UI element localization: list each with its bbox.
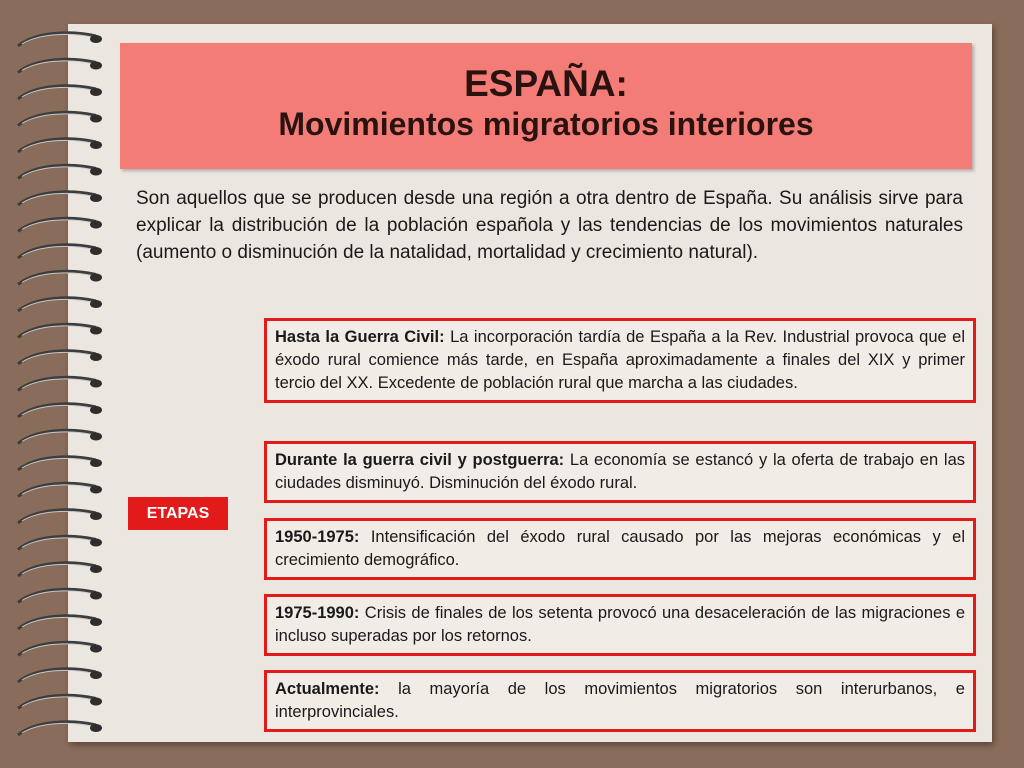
- spiral-ring: [18, 139, 102, 152]
- spiral-ring: [18, 377, 102, 390]
- spiral-ring: [18, 483, 102, 496]
- stage-box-1: [264, 318, 976, 403]
- stage-text: Crisis de finales de los setenta provocó una desaceleración de las migraciones e incluso superadas por los retornos.: [275, 604, 965, 645]
- spiral-ring: [18, 112, 102, 125]
- spiral-ring: [18, 33, 102, 46]
- spiral-binding: [0, 0, 120, 768]
- stage-box-5: [264, 670, 976, 732]
- spiral-ring: [18, 589, 102, 602]
- spiral-ring: [18, 642, 102, 655]
- stage-text: Intensificación del éxodo rural causado por las mejoras económicas y el crecimiento demográfico.: [275, 528, 965, 569]
- stage-heading: Durante la guerra civil y postguerra:: [275, 451, 565, 469]
- title-sub: Movimientos migratorios interiores: [278, 106, 814, 142]
- stage-text: la mayoría de los movimientos migratorios son interurbanos, e interprovinciales.: [275, 680, 965, 721]
- spiral-ring: [18, 271, 102, 284]
- spiral-ring: [18, 536, 102, 549]
- stage-box-4: [264, 594, 976, 656]
- spiral-ring: [18, 351, 102, 364]
- stage-text: La incorporación tardía de España a la Rev. Industrial provoca que el éxodo rural comience más tarde, en España aproximadamente a finales del XIX y primer tercio del XX. Excedente de población rural que marcha a las ciudades.: [275, 328, 966, 392]
- stage-text: La economía se estancó y la oferta de trabajo en las ciudades disminuyó. Disminución del éxodo rural.: [275, 451, 965, 492]
- etapas-label: ETAPAS: [128, 497, 228, 530]
- spiral-ring: [18, 165, 102, 178]
- spiral-ring: [18, 192, 102, 205]
- spiral-ring: [18, 298, 102, 311]
- spiral-ring: [18, 457, 102, 470]
- stage-box-3: [264, 518, 976, 580]
- spiral-ring: [18, 722, 102, 735]
- spiral-ring: [18, 669, 102, 682]
- stage-heading: 1975-1990:: [275, 604, 360, 622]
- intro-paragraph: Son aquellos que se producen desde una región a otra dentro de España. Su análisis sirve para explicar la distribución de la población española y las tendencias de los movimientos naturales (aumento o disminución de la natalidad, mortalidad y crecimiento natural).: [136, 188, 963, 263]
- spiral-ring: [18, 510, 102, 523]
- spiral-ring: [18, 218, 102, 231]
- spiral-ring: [18, 563, 102, 576]
- spiral-ring: [18, 245, 102, 258]
- spiral-ring: [18, 616, 102, 629]
- spiral-ring: [18, 430, 102, 443]
- spiral-ring: [18, 695, 102, 708]
- stage-box-2: [264, 441, 976, 503]
- spiral-ring: [18, 404, 102, 417]
- stage-heading: Hasta la Guerra Civil:: [275, 328, 445, 346]
- title-main: ESPAÑA:: [464, 63, 628, 104]
- spiral-ring: [18, 59, 102, 72]
- title-box: [120, 43, 972, 169]
- stage-heading: Actualmente:: [275, 680, 380, 698]
- stage-heading: 1950-1975:: [275, 528, 360, 546]
- spiral-ring: [18, 86, 102, 99]
- spiral-ring: [18, 324, 102, 337]
